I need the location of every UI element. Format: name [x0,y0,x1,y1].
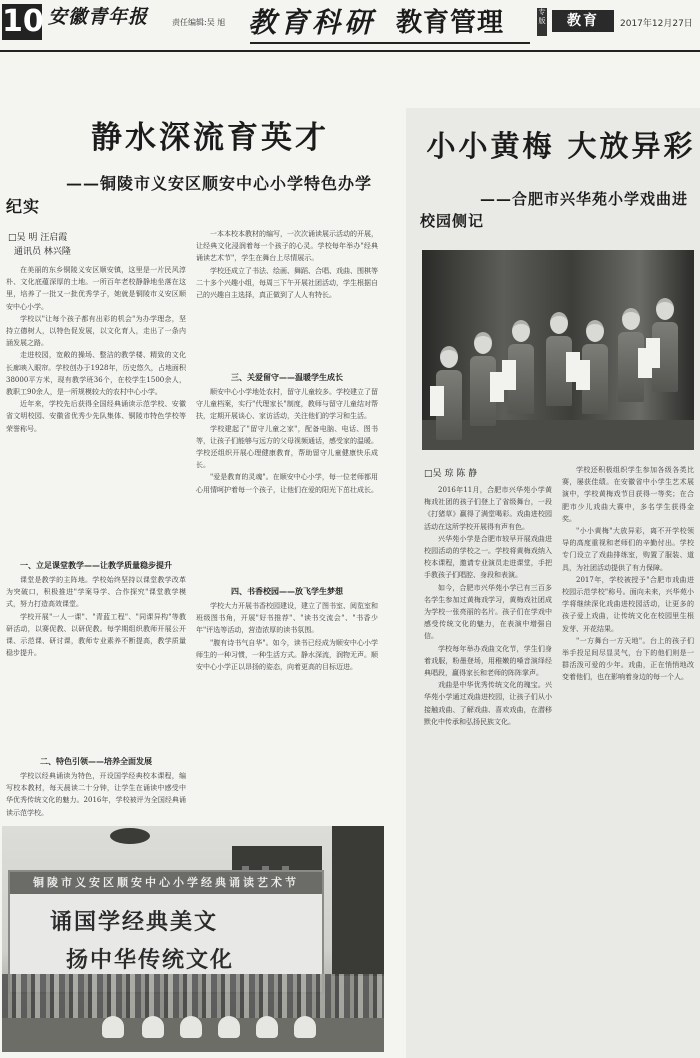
paragraph: "小小黄梅"大放异彩，离不开学校领导的高度重视和老师们的辛勤付出。学校专门设立了戏曲排练室，购置了服装、道具，为社团活动提供了有力保障。 [562,527,694,572]
left-col2-block3 [196,600,378,818]
stage-floor [422,420,694,450]
performer-figure [218,1016,240,1038]
performer-figure [652,298,678,392]
header-rule [250,42,530,44]
paragraph: 一本本校本教材的编写，一次次诵读展示活动的开展，让经典文化浸润着每一个孩子的心灵。学校每年举办"经典诵读艺术节"，学生在舞台上尽情展示。 [196,230,378,263]
performer-figure [142,1016,164,1038]
paragraph: 在美丽的东乡铜陵义安区顺安镇，这里是一片民风淳朴、文化底蕴深厚的土地。一所百年老校静静地坐落在这里，培养了一批又一批优秀学子，她就是铜陵市义安区顺安中心小学。 [6,266,186,311]
newspaper-name: 安徽青年报 [48,6,149,28]
paragraph: 戏曲是中华优秀传统文化的瑰宝。兴华苑小学通过戏曲进校园，让孩子们从小接触戏曲、了解戏曲、喜欢戏曲，在潜移默化中传承和弘扬民族文化。 [424,681,552,726]
right-col1 [424,484,552,1050]
paragraph: 课堂是教学的主阵地。学校始终坚持以课堂教学改革为突破口，积极推进"学案导学、合作探究"课堂教学模式，努力打造高效课堂。 [6,576,186,609]
paragraph: 如今，合肥市兴华苑小学已有三百多名学生参加过黄梅戏学习，黄梅戏社团成为学校一张亮丽的名片。孩子们在学戏中感受传统文化的魅力，在表演中增强自信。 [424,583,552,641]
left-article-title: 静水深流育英才 [91,120,329,156]
banner-slogan-line1: 诵国学经典美文 [50,910,219,935]
performer-figure [546,312,572,406]
paragraph: 兴华苑小学是合肥市较早开展戏曲进校园活动的学校之一。学校将黄梅戏纳入校本课程，邀请专业演员走进课堂，手把手教孩子们唱腔、身段和表演。 [424,534,552,580]
performer-figure [256,1016,278,1038]
section-name: 教育管理 [396,8,505,38]
paragraph: 走进校园，宽敞的操场、整洁的教学楼、精致的文化长廊映入眼帘。学校创办于1928年，历史悠久，占地面积38000平方米，现有教学班36个，在校学生1500余人，教职工90余人，是一所规模较大的农村中心小学。 [6,351,186,397]
right-article-subtitle: ——合肥市兴华苑小学戏曲进校园侧记 [420,190,689,230]
school-event-photo [2,826,384,1052]
paragraph: 学校还积极组织学生参加各级各类比赛，屡获佳绩。在安徽省中小学生艺术展演中，学校黄梅戏节目获得一等奖；在合肥市少儿戏曲大赛中，多名学生获得金奖。 [562,466,694,523]
left-col2-block1 [196,228,378,368]
left-byline-authors: □吴 明 汪启霞 [8,233,68,243]
left-col2-block2 [196,386,378,582]
tree-silhouette [110,828,150,844]
paragraph: 学校开展"一人一课"、"青蓝工程"、"同课异构"等教研活动，以赛促教、以研促教。每学期组织教师开展公开课、示范课、研讨课，教师专业素养不断提高，教学质量稳步提升。 [6,612,186,658]
left-col1-block2 [6,574,186,752]
performer-figure [582,320,608,414]
paragraph: 学校建起了"留守儿童之家"，配备电脑、电话、图书等，让孩子们能够与远方的父母视频通话，感受家的温暖。学校还组织开展心理健康教育，帮助留守儿童健康快乐成长。 [196,424,378,470]
column-calligraphy-title: 教育科研 [248,6,377,39]
paragraph: 2016年11月，合肥市兴华苑小学黄梅戏社团的孩子们登上了省级舞台，一段《打猪草》赢得了满堂喝彩。戏曲进校园活动在这所学校开展得有声有色。 [424,486,552,531]
left-article-subtitle: ——铜陵市义安区顺安中心小学特色办学纪实 [6,174,373,216]
editor-info: 责任编辑:吴 旭 [172,18,226,27]
issue-date: 2017年12月27日 [620,19,693,29]
banner-slogan-line2: 扬中华传统文化 [66,948,235,973]
left-col1-block3 [6,770,186,820]
paragraph: 2017年，学校被授予"合肥市戏曲进校园示范学校"称号。面向未来，兴华苑小学将继续深化戏曲进校园活动，让更多的孩子爱上戏曲，让传统文化在校园里生根发芽、开花结果。 [562,575,694,633]
right-article-title: 小小黄梅 大放异彩 [426,129,696,163]
paragraph: 顺安中心小学地处农村，留守儿童较多。学校建立了留守儿童档案，实行"代理家长"制度，教师与留守儿童结对帮扶，定期开展谈心、家访活动，关注他们的学习和生活。 [196,388,378,421]
opera-performance-photo [422,250,694,450]
paragraph: 学校大力开展书香校园建设，建立了图书室、阅览室和班级图书角，开展"好书推荐"、"读书交流会"、"书香少年"评选等活动，营造浓厚的读书氛围。 [196,602,378,635]
tall-building-silhouette [332,826,384,976]
paragraph: 近年来，学校先后获得全国经典诵读示范学校、安徽省文明校园、安徽省优秀少先队集体、铜陵市特色学校等荣誉称号。 [6,400,186,433]
performer-figure [294,1016,316,1038]
page-header [0,0,700,52]
paragraph: 学校以"让每个孩子都有出彩的机会"为办学理念，坚持立德树人，以特色促发展，以文化育人，走出了一条内涵发展之路。 [6,314,186,348]
performer-figure [470,332,496,426]
paragraph: 学校每年举办戏曲文化节，学生们身着戏服，粉墨登场，用稚嫩的嗓音演绎经典唱段，赢得家长和老师的阵阵掌声。 [424,644,552,678]
left-byline-correspondent: 通讯员 林兴隆 [14,247,71,257]
edition-box: 专版 [537,8,547,36]
performer-figure [508,320,534,414]
paragraph: "一方舞台一方天地"。台上的孩子们举手投足间尽显灵气，台下的他们则是一群活泼可爱的少年。戏曲，正在悄悄地改变着他们，也在影响着身边的每一个人。 [562,636,694,682]
left-subhead-1: 一、立足课堂教学——让教学质量稳步提升 [20,561,172,570]
left-subhead-4: 四、书香校园——放飞学生梦想 [231,587,343,596]
left-col1-block1 [6,264,186,556]
paragraph: 学校还成立了书法、绘画、舞蹈、合唱、戏曲、围棋等二十多个兴趣小组，每周三下午开展社团活动，学生根据自己的兴趣自主选择，真正做到了人人有特长。 [196,266,378,300]
right-byline: □吴 琼 陈 静 [424,469,478,479]
left-subhead-3: 三、关爱留守——温暖学生成长 [231,373,343,382]
performer-figure [102,1016,124,1038]
edition-tag: 教育 [552,10,614,32]
paragraph: "腹有诗书气自华"。如今，读书已经成为顺安中心小学师生的一种习惯，一种生活方式。静水深流，润物无声。顺安中心小学正以昂扬的姿态，向着更高的目标迈进。 [196,638,378,672]
right-col2 [562,464,694,1050]
performer-figure [436,346,462,440]
performer-figure [618,308,644,402]
paragraph: 学校以经典诵读为特色，开设国学经典校本课程，编写校本教材，每天晨读二十分钟，让学生在诵读中感受中华优秀传统文化的魅力。2016年，学校被评为全国经典诵读示范学校。 [6,772,186,817]
banner-header-text: 铜陵市义安区顺安中心小学经典诵读艺术节 [10,872,322,894]
page-number: 10 [2,4,44,39]
performer-figure [180,1016,202,1038]
left-subhead-2: 二、特色引领——培养全面发展 [40,757,152,766]
paragraph: "爱是教育的灵魂"。在顺安中心小学，每一位老师都用心用情呵护着每一个孩子，让他们在爱的阳光下茁壮成长。 [196,473,378,494]
